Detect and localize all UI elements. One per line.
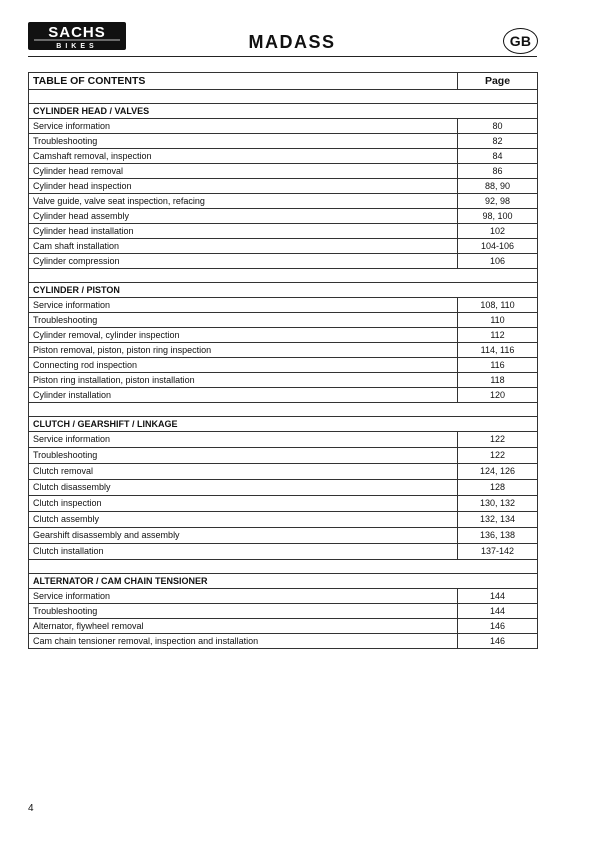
entry-page: 114, 116 <box>458 343 538 358</box>
toc-header-row <box>29 73 538 90</box>
entry-page: 112 <box>458 328 538 343</box>
entry-page: 108, 110 <box>458 298 538 313</box>
entry-page: 124, 126 <box>458 464 538 480</box>
entry-page: 118 <box>458 373 538 388</box>
section-spacer <box>29 90 538 104</box>
entry-page: 146 <box>458 634 538 649</box>
sachs-bikes-logo <box>28 22 126 50</box>
entry-label: Clutch removal <box>29 464 458 480</box>
entry-page: 137-142 <box>458 544 538 560</box>
table-row <box>29 328 538 343</box>
section-heading: ALTERNATOR / CAM CHAIN TENSIONER <box>29 574 538 589</box>
page-header <box>0 0 595 60</box>
country-badge <box>503 28 538 54</box>
entry-label: Piston removal, piston, piston ring inspection <box>29 343 458 358</box>
table-row <box>29 496 538 512</box>
model-text: MADASS <box>248 33 336 51</box>
entry-label: Troubleshooting <box>29 448 458 464</box>
entry-label: Gearshift disassembly and assembly <box>29 528 458 544</box>
entry-label: Cam shaft installation <box>29 239 458 254</box>
table-row <box>29 343 538 358</box>
entry-label: Troubleshooting <box>29 134 458 149</box>
section-heading: CYLINDER HEAD / VALVES <box>29 104 538 119</box>
entry-label: Cylinder head installation <box>29 224 458 239</box>
entry-label: Troubleshooting <box>29 604 458 619</box>
entry-label: Clutch inspection <box>29 496 458 512</box>
table-row <box>29 589 538 604</box>
table-row <box>29 209 538 224</box>
entry-page: 106 <box>458 254 538 269</box>
entry-page: 116 <box>458 358 538 373</box>
entry-page: 80 <box>458 119 538 134</box>
section-heading-row <box>29 283 538 298</box>
table-row <box>29 432 538 448</box>
table-row <box>29 224 538 239</box>
table-row <box>29 464 538 480</box>
entry-label: Camshaft removal, inspection <box>29 149 458 164</box>
entry-label: Clutch assembly <box>29 512 458 528</box>
entry-page: 104-106 <box>458 239 538 254</box>
table-row <box>29 298 538 313</box>
entry-page: 130, 132 <box>458 496 538 512</box>
entry-label: Piston ring installation, piston installation <box>29 373 458 388</box>
entry-label: Cylinder compression <box>29 254 458 269</box>
entry-label: Service information <box>29 298 458 313</box>
entry-page: 86 <box>458 164 538 179</box>
entry-label: Cylinder removal, cylinder inspection <box>29 328 458 343</box>
table-row <box>29 619 538 634</box>
page-column-header: Page <box>458 73 538 90</box>
entry-label: Service information <box>29 119 458 134</box>
entry-label: Service information <box>29 589 458 604</box>
section-spacer <box>29 560 538 574</box>
table-row <box>29 194 538 209</box>
spacer-cell <box>29 90 538 104</box>
table-row <box>29 544 538 560</box>
brand-bottom-text: BIKES <box>56 43 98 50</box>
entry-label: Cylinder head inspection <box>29 179 458 194</box>
header-divider <box>28 56 537 57</box>
entry-page: 132, 134 <box>458 512 538 528</box>
entry-page: 122 <box>458 432 538 448</box>
section-heading-row <box>29 104 538 119</box>
section-spacer <box>29 403 538 417</box>
entry-label: Cylinder head assembly <box>29 209 458 224</box>
entry-label: Alternator, flywheel removal <box>29 619 458 634</box>
table-row <box>29 512 538 528</box>
page-number: 4 <box>28 803 34 814</box>
section-heading-row <box>29 574 538 589</box>
entry-page: 98, 100 <box>458 209 538 224</box>
table-row <box>29 179 538 194</box>
entry-page: 128 <box>458 480 538 496</box>
entry-label: Valve guide, valve seat inspection, refacing <box>29 194 458 209</box>
entry-page: 102 <box>458 224 538 239</box>
table-row <box>29 239 538 254</box>
entry-label: Connecting rod inspection <box>29 358 458 373</box>
entry-page: 84 <box>458 149 538 164</box>
entry-label: Cam chain tensioner removal, inspection and installation <box>29 634 458 649</box>
table-row <box>29 254 538 269</box>
entry-label: Troubleshooting <box>29 313 458 328</box>
section-heading-row <box>29 417 538 432</box>
entry-label: Cylinder installation <box>29 388 458 403</box>
table-row <box>29 149 538 164</box>
section-heading: CLUTCH / GEARSHIFT / LINKAGE <box>29 417 538 432</box>
entry-page: 92, 98 <box>458 194 538 209</box>
table-row <box>29 119 538 134</box>
section-spacer <box>29 269 538 283</box>
table-row <box>29 480 538 496</box>
table-row <box>29 388 538 403</box>
table-row <box>29 164 538 179</box>
toc-title: TABLE OF CONTENTS <box>29 73 458 90</box>
entry-page: 110 <box>458 313 538 328</box>
spacer-cell <box>29 560 538 574</box>
section-heading: CYLINDER / PISTON <box>29 283 538 298</box>
entry-page: 122 <box>458 448 538 464</box>
entry-label: Cylinder head removal <box>29 164 458 179</box>
table-row <box>29 448 538 464</box>
brand-top-text: SACHS <box>48 24 106 41</box>
entry-label: Clutch installation <box>29 544 458 560</box>
table-row <box>29 134 538 149</box>
table-row <box>29 373 538 388</box>
table-row <box>29 528 538 544</box>
entry-page: 144 <box>458 604 538 619</box>
entry-page: 146 <box>458 619 538 634</box>
country-code: GB <box>509 33 532 49</box>
spacer-cell <box>29 403 538 417</box>
table-row <box>29 358 538 373</box>
entry-page: 144 <box>458 589 538 604</box>
table-row <box>29 313 538 328</box>
spacer-cell <box>29 269 538 283</box>
table-of-contents <box>28 72 538 649</box>
entry-label: Service information <box>29 432 458 448</box>
table-row <box>29 634 538 649</box>
entry-page: 82 <box>458 134 538 149</box>
entry-label: Clutch disassembly <box>29 480 458 496</box>
madass-logo <box>222 33 362 51</box>
entry-page: 136, 138 <box>458 528 538 544</box>
entry-page: 88, 90 <box>458 179 538 194</box>
entry-page: 120 <box>458 388 538 403</box>
table-row <box>29 604 538 619</box>
